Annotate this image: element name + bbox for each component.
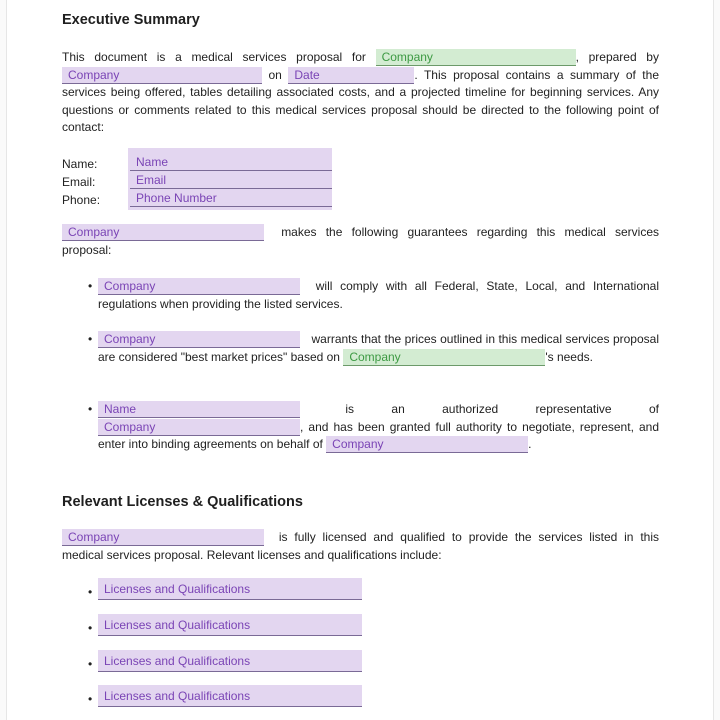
representative-text-2: , and has been granted full authority to negotiate, represent, and enter into binding agreements on behalf of [98, 419, 659, 451]
contact-email-field[interactable]: Email [130, 172, 332, 189]
compliance-text: will comply with all Federal, State, Local, and International regulations when providing the listed services. [98, 279, 660, 311]
sender-company-field[interactable]: Company [62, 224, 264, 241]
client-company-field[interactable]: Company [343, 349, 545, 366]
license-field[interactable]: Licenses and Qualifications [98, 650, 362, 672]
sender-company-field[interactable]: Company [98, 419, 300, 436]
intro-text-4: . This proposal contains a summary of the services being offered, tables detailing associated costs, and a projected timeline for beginning services. Any questions or comments related to this medical services proposal should be directed to the following point of contact: [62, 67, 659, 134]
intro-text-3: on [268, 67, 282, 82]
license-bullet [98, 578, 362, 600]
license-bullet [98, 614, 362, 636]
intro-paragraph [62, 49, 659, 137]
licenses-heading: Relevant Licenses & Qualifications [62, 494, 303, 510]
representative-text-3: . [528, 437, 532, 451]
license-field[interactable]: Licenses and Qualifications [98, 578, 362, 600]
executive-summary-heading: Executive Summary [62, 12, 200, 28]
license-field[interactable]: Licenses and Qualifications [98, 685, 362, 707]
guarantees-text: makes the following guarantees regarding this medical services proposal: [62, 225, 659, 257]
date-field[interactable]: Date [288, 67, 414, 84]
page-right-edge [713, 0, 720, 720]
guarantee-bullet-pricing [98, 331, 659, 366]
name-label: Name: [62, 157, 98, 171]
page-left-edge [0, 0, 7, 720]
guarantee-bullet-representative [98, 401, 659, 454]
sender-company-field[interactable]: Company [98, 331, 300, 348]
intro-text-2: , prepared by [575, 50, 659, 64]
pricing-text-end: 's needs. [545, 349, 593, 364]
contact-name-field[interactable]: Name [130, 154, 332, 171]
guarantees-paragraph [62, 224, 659, 259]
intro-text-1: This document is a medical services proposal for [62, 50, 366, 64]
sender-company-field[interactable]: Company [62, 67, 262, 84]
representative-text-1: is an authorized representative of [345, 402, 659, 416]
sender-company-field[interactable]: Company [326, 436, 528, 453]
pricing-text: warrants that the prices outlined in this medical services proposal are considered "best market prices" based on [98, 332, 659, 364]
licenses-paragraph [62, 529, 659, 564]
client-company-field[interactable]: Company [376, 49, 576, 66]
license-bullet [98, 685, 362, 707]
contact-name-field[interactable]: Name [98, 401, 300, 418]
guarantee-bullet-compliance [98, 278, 659, 313]
license-field[interactable]: Licenses and Qualifications [98, 614, 362, 636]
sender-company-field[interactable]: Company [98, 278, 300, 295]
licenses-text: is fully licensed and qualified to provide the services listed in this medical services proposal. Relevant licenses and qualifications include: [62, 530, 660, 562]
email-label: Email: [62, 175, 96, 189]
phone-label: Phone: [62, 193, 101, 207]
contact-phone-field[interactable]: Phone Number [130, 190, 332, 207]
sender-company-field[interactable]: Company [62, 529, 264, 546]
license-bullet [98, 650, 362, 672]
